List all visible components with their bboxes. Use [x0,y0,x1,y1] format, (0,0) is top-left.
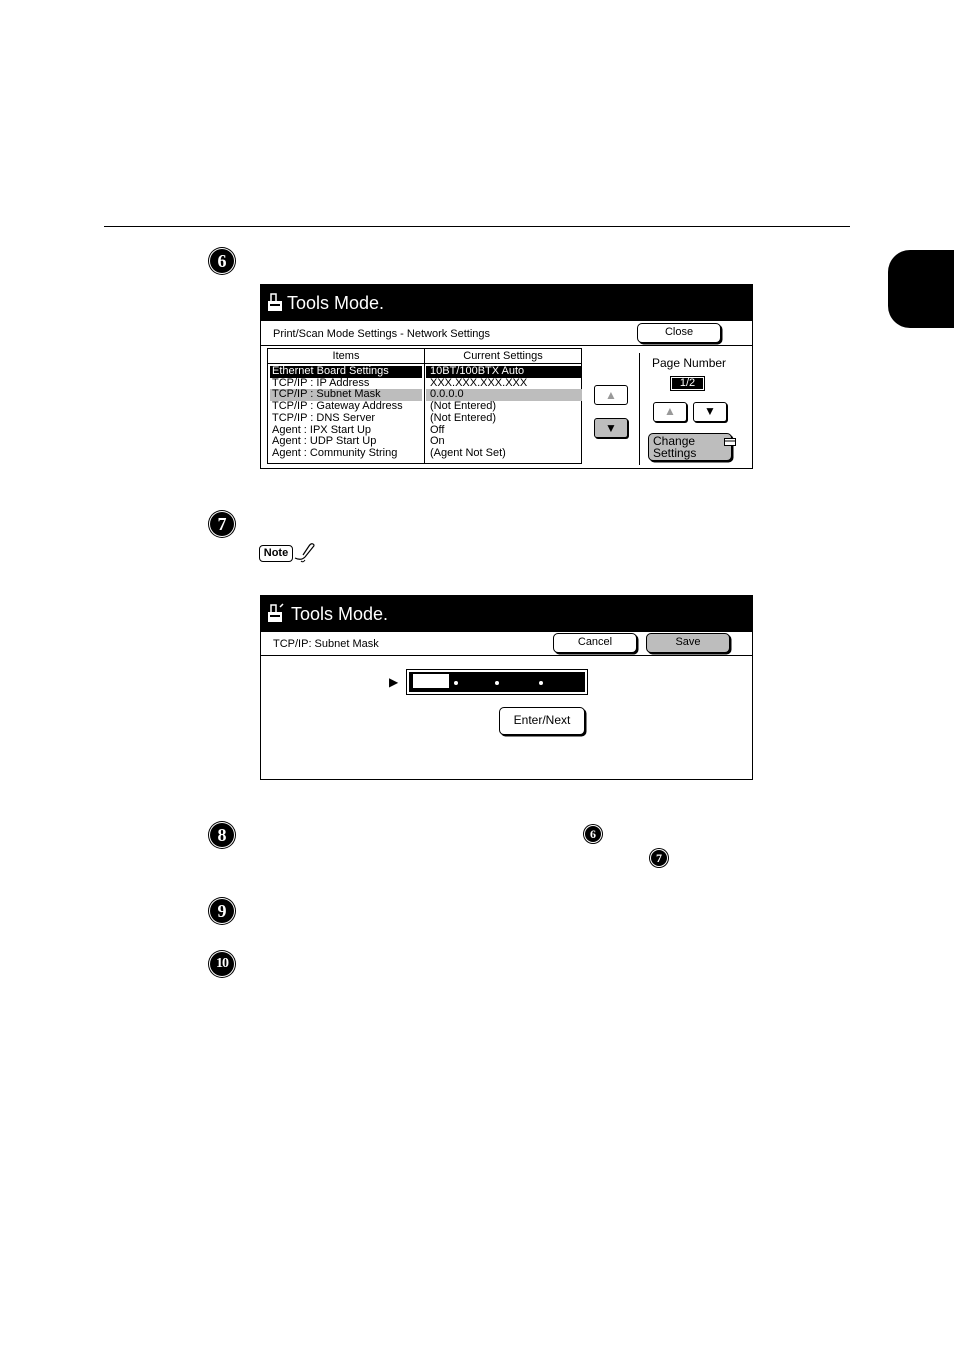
octet-field-1[interactable] [413,674,449,688]
pen-icon [293,543,317,563]
down-arrow-icon: ▼ [605,421,617,435]
scroll-up-button[interactable] [594,385,628,405]
table-row[interactable]: TCP/IP : DNS Server (Not Entered) [272,411,497,424]
step-6-badge: 6 [210,249,234,273]
step-7-reference: 7 [651,850,667,866]
step-8-badge: 8 [210,823,234,847]
page-number-display: 1/2 [670,376,705,391]
page-down-button[interactable] [693,402,727,422]
subnet-mask-input[interactable] [406,669,588,695]
settings-table [267,348,582,464]
screen-title: Tools Mode. [287,293,385,313]
header-divider [261,345,752,346]
table-row[interactable]: TCP/IP : Gateway Address (Not Entered) [272,400,497,413]
step-6-reference: 6 [585,826,601,842]
title-bar [261,596,752,632]
scroll-down-button[interactable] [594,418,628,438]
up-arrow-icon: ▲ [605,388,617,402]
close-button[interactable]: Close [637,323,721,343]
step-7-badge: 7 [210,512,234,536]
change-settings-button[interactable]: Change Settings [648,433,732,461]
dot-separator [454,681,458,685]
step-9-badge: 9 [210,899,234,923]
cursor-arrow-icon: ▶ [389,675,399,689]
folder-icon [724,436,736,446]
dot-separator [539,681,543,685]
save-button[interactable]: Save [646,633,730,653]
table-row[interactable]: Ethernet Board Settings 10BT/100BTX Auto [270,366,579,378]
network-settings-screen [260,284,753,469]
cancel-button[interactable]: Cancel [553,633,637,653]
note-badge: Note [259,545,293,562]
screen-title: Tools Mode. [291,604,389,624]
down-arrow-icon: ▼ [704,404,716,418]
up-arrow-icon: ▲ [664,404,676,418]
screen-header: TCP/IP: Subnet Mask [273,638,379,650]
table-row[interactable]: Agent : IPX Start Up Off [272,423,445,436]
enter-next-button[interactable]: Enter/Next [499,707,585,735]
column-header-items: Items [332,350,360,362]
tools-icon [267,292,284,312]
title-bar [261,285,752,321]
tools-icon [267,603,284,623]
screen-header: Print/Scan Mode Settings - Network Settings [273,328,491,340]
table-row[interactable]: Agent : UDP Start Up On [272,435,445,448]
header-divider [261,655,752,656]
column-header-current: Current Settings [463,350,543,362]
subnet-mask-screen [260,595,753,780]
pane-divider [639,353,640,465]
header-rule [104,226,850,227]
page-number-label: Page Number [652,356,727,370]
page-up-button[interactable] [653,402,687,422]
table-row[interactable]: TCP/IP : Subnet Mask 0.0.0.0 [270,389,579,401]
chapter-tab [888,250,954,328]
table-row[interactable]: Agent : Community String (Agent Not Set) [272,446,506,459]
table-row[interactable]: TCP/IP : IP Address XXX.XXX.XXX.XXX [272,376,528,389]
dot-separator [495,681,499,685]
step-10-badge: 10 [210,952,234,976]
